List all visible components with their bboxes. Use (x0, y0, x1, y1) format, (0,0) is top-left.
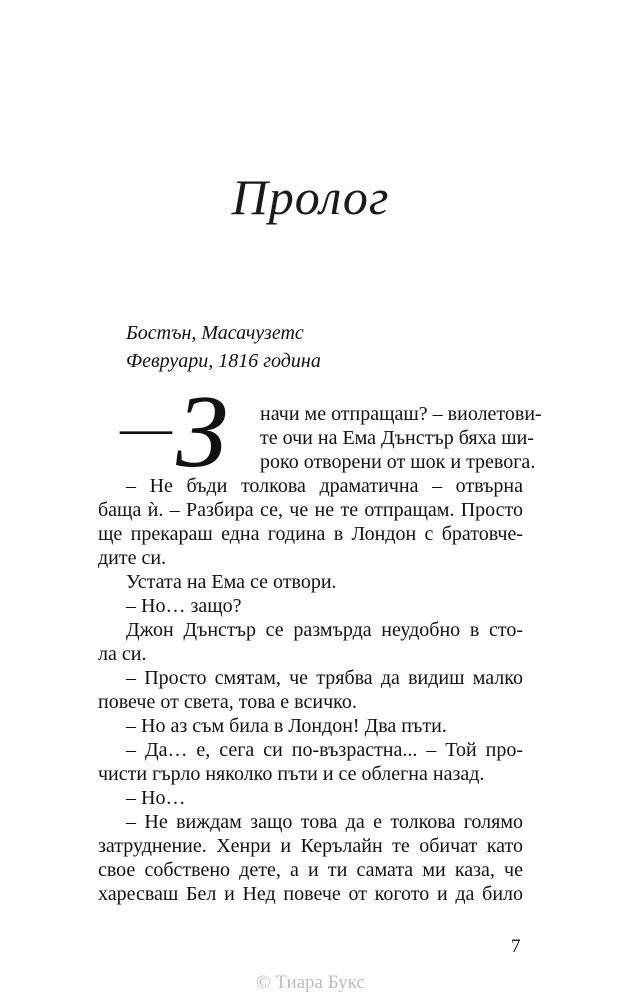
text-line: – Но аз съм била в Лондон! Два пъти. (126, 715, 447, 737)
text-line: те очи на Ема Дънстър бяха ши- (260, 427, 534, 449)
text-line: затруднение. Хенри и Керълайн те обичат като (98, 835, 523, 857)
text-line: свое собствено дете, а и ти самата ми каза, че (98, 859, 523, 881)
text-line: – Просто смятам, че трябва да видиш малко (126, 667, 523, 689)
text-line: роко отворени от шок и тревога. (260, 451, 536, 473)
drop-cap: З (176, 374, 228, 489)
text-line: – Да… е, сега си по-възрастна... – Той про- (126, 739, 523, 761)
text-line: – Но… (126, 787, 186, 809)
text-line: – Не бъди толкова драматична – отвърна (126, 475, 523, 497)
chapter-title: Пролог (231, 169, 390, 225)
text-line: – Но… защо? (126, 595, 242, 617)
text-line: Джон Дънстър се размърда неудобно в сто- (126, 619, 523, 641)
text-line: повече от света, това е всичко. (98, 691, 357, 713)
place-line: Бостън, Масачузетс (126, 322, 304, 344)
text-line: баща ѝ. – Разбира се, че не те отпращам. Просто (98, 499, 523, 521)
text-line: дите си. (98, 547, 167, 569)
text-line: чисти гърло няколко пъти и се облегна назад. (98, 763, 485, 785)
text-line: ще прекараш една година в Лондон с братовче- (98, 523, 523, 545)
date-line: Февруари, 1816 година (126, 350, 321, 372)
text-line: Устата на Ема се отвори. (126, 571, 337, 593)
text-line: – Не виждам защо това да е толкова голямо (126, 811, 523, 833)
opening-dash: — (120, 400, 172, 457)
text-line: харесваш Бел и Нед повече от когото и да било (98, 883, 523, 905)
copyright-footer: © Тиара Букс (256, 972, 365, 993)
text-line: начи ме отпращаш? – виолетови- (260, 403, 542, 425)
text-line: ла си. (98, 643, 147, 665)
page-number: 7 (511, 936, 521, 957)
